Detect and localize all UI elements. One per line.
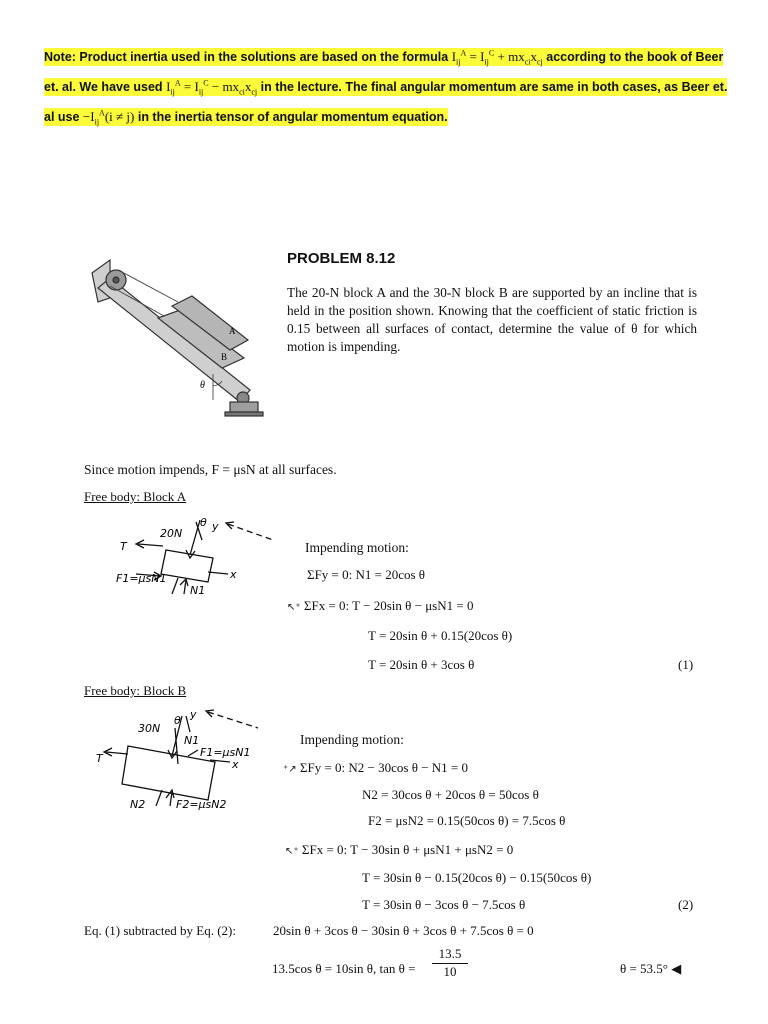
fb-a-eq4-number: (1) [678,657,694,672]
fb-b-eq6-number: (2) [678,897,694,912]
fb-b-eq1: ⁺↗ ΣFy = 0: N2 − 30cos θ − N1 = 0 [283,760,468,775]
fbd-b-n1: N1 [184,734,200,747]
fbd-a-y-axis: y [212,520,219,533]
note-formula-lecture: $I_{ij}^A = I_{ij}^C - mx_{ci}x_{cj}$ [166,78,258,97]
fb-a-eq2: ↖⁺ ΣFx = 0: T − 20sin θ − μsN1 = 0 [287,598,474,613]
fbd-a-friction: F1=μsN1 [116,572,167,585]
note-middle2: in the lecture. The final angular momentum are same in both cases, as Beer et. al use [44,80,728,124]
fbd-b-x-axis: x [232,758,239,771]
note-formula-neg: $-I_{ij}^A(i \ne j)$ [82,108,135,127]
fbd-a-block [161,550,213,582]
fb-b-heading: Free body: Block B [84,683,187,698]
problem-title: PROBLEM 8.12 [287,250,396,267]
label-block-b: B [221,352,228,362]
fb-b-eq6: T = 30sin θ − 3cos θ − 7.5cos θ [362,897,526,912]
problem-statement: The 20-N block A and the 30-N block B are supported by an incline that is held in the position shown. Knowing that the coefficient of static friction is 0.15 between all surfaces of contact, determine the value of θ for which motion is impending. [287,285,697,354]
fraction-denominator: 10 [432,963,468,980]
fb-b-impending: Impending motion: [300,732,404,747]
note-formula-beer: $I_{ij}^A = I_{ij}^C + mx_{ci}x_{cj}$ [451,48,543,67]
label-theta: θ [200,380,205,391]
fb-a-eq4: T = 20sin θ + 3cos θ [368,657,475,672]
pin-support [230,402,258,412]
final-answer: θ = 53.5° ◀ [620,961,682,976]
tan-fraction [432,946,468,980]
fbd-b-f1: F1=μsN1 [200,746,251,759]
fbd-b-theta: θ [174,714,181,727]
fbd-b-weight: 30N [138,722,161,735]
product-inertia-note [44,42,734,132]
fbd-b-n2: N2 [130,798,146,811]
fbd-b-tension: T [96,752,103,765]
fbd-a-x-axis: x [230,568,237,581]
subtract-label: Eq. (1) subtracted by Eq. (2): [84,923,236,938]
final-equation: 13.5cos θ = 10sin θ, tan θ = [272,961,416,976]
fbd-b-f2: F2=μsN2 [176,798,227,811]
fbd-block-a-sketch [108,510,298,610]
fb-a-eq1: ΣFy = 0: N1 = 20cos θ [307,567,426,582]
fbd-b-y-axis: y [190,708,197,721]
fraction-numerator: 13.5 [438,946,462,961]
fb-a-heading: Free body: Block A [84,489,187,504]
note-prefix: Note: Product inertia used in the solutions are based on the formula [44,50,449,64]
fbd-a-tension: T [120,540,127,553]
fbd-a-weight: 20N [160,527,183,540]
incline-figure [80,250,280,425]
fbd-a-theta: θ [200,516,207,529]
fb-b-eq5: T = 30sin θ − 0.15(20cos θ) − 0.15(50cos θ) [362,870,592,885]
fb-b-eq4: ↖⁺ ΣFx = 0: T − 30sin θ + μsN1 + μsN2 = 0 [285,842,514,857]
fbd-block-b-sketch [90,704,290,819]
fbd-a-normal: N1 [190,584,206,597]
note-suffix: in the inertia tensor of angular momentum equation. [137,110,448,124]
note-middle: according to the book of Beer et. al. We have used [44,50,724,94]
solution-intro: Since motion impends, F = μsN at all surfaces. [84,462,337,477]
fb-b-eq2: N2 = 30cos θ + 20cos θ = 50cos θ [362,787,539,802]
label-block-a: A [229,326,236,336]
fb-a-impending: Impending motion: [305,540,409,555]
fb-a-eq3: T = 20sin θ + 0.15(20cos θ) [368,628,513,643]
fb-b-eq3: F2 = μsN2 = 0.15(50cos θ) = 7.5cos θ [368,813,566,828]
subtract-equation: 20sin θ + 3cos θ − 30sin θ + 3cos θ + 7.5cos θ = 0 [273,923,534,938]
